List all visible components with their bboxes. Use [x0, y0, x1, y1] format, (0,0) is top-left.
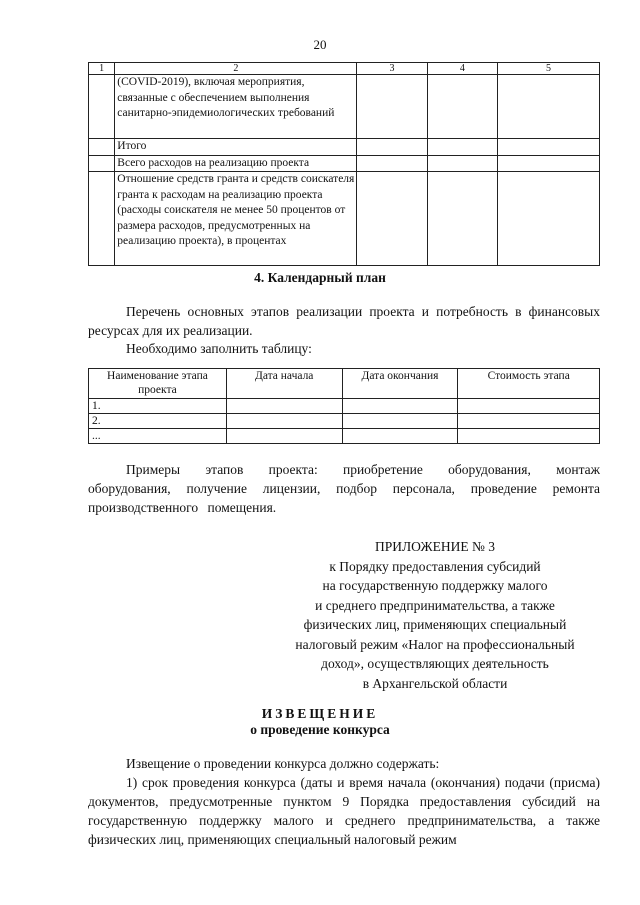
- empty-cell: [458, 399, 600, 414]
- empty-cell: [498, 155, 600, 172]
- row-text-cell: Всего расходов на реализацию проекта: [115, 155, 357, 172]
- empty-cell: [357, 75, 427, 139]
- appendix-line: доход», осуществляющих деятельность: [321, 656, 549, 671]
- table-row: [89, 139, 600, 156]
- empty-cell: [226, 414, 342, 429]
- empty-cell: [427, 155, 497, 172]
- notice-intro: Извещение о проведении конкурса должно содержать:: [126, 756, 440, 771]
- stage-cell: ...: [89, 429, 227, 444]
- notice-title: ИЗВЕЩЕНИЕ: [261, 706, 379, 721]
- column-header: Дата окончания: [342, 369, 458, 399]
- empty-cell: [458, 429, 600, 444]
- section-4-paragraph: Перечень основных этапов реализации проекта и потребность в финансовых ресурсах для их реализации.: [88, 304, 600, 338]
- table-row: [89, 399, 600, 414]
- empty-cell: [226, 429, 342, 444]
- empty-cell: [342, 429, 458, 444]
- empty-cell: [357, 155, 427, 172]
- row-text-cell: Отношение средств гранта и средств соискателя гранта к расходам на реализацию проекта (расходы соискателя не менее 50 процентов от размера расходов, предусмотренных на реализацию проекта), в процентах: [115, 172, 357, 266]
- table-header-row: [89, 63, 600, 75]
- row-text-cell: (COVID-2019), включая мероприятия, связанные с обеспечением выполнения санитарно-эпидемиологических требований: [115, 75, 357, 139]
- empty-cell: [498, 75, 600, 139]
- table-row: [89, 414, 600, 429]
- row-text-cell: Итого: [115, 139, 357, 156]
- budget-table: [88, 62, 600, 266]
- appendix-line: физических лиц, применяющих специальный: [303, 617, 567, 632]
- column-number: 1: [89, 63, 115, 75]
- empty-cell: [357, 139, 427, 156]
- table-row: [89, 172, 600, 266]
- row-number-cell: [89, 155, 115, 172]
- section-4-instruction: Необходимо заполнить таблицу:: [126, 341, 312, 356]
- appendix-line: и среднего предпринимательства, а также: [315, 597, 555, 613]
- appendix-line: налоговый режим «Налог на профессиональный: [295, 636, 575, 652]
- table-row: [89, 429, 600, 444]
- appendix-line: в Архангельской области: [362, 675, 508, 691]
- appendix-line: к Порядку предоставления субсидий: [329, 558, 541, 574]
- empty-cell: [342, 399, 458, 414]
- notice-subtitle: о проведение конкурса: [250, 722, 390, 737]
- appendix-line: на государственную поддержку малого: [322, 578, 548, 593]
- column-number: 5: [498, 63, 600, 75]
- section-4-title: 4. Календарный план: [254, 270, 386, 285]
- empty-cell: [427, 139, 497, 156]
- empty-cell: [427, 172, 497, 266]
- empty-cell: [357, 172, 427, 266]
- column-header: Наименование этапа проекта: [89, 369, 227, 399]
- empty-cell: [226, 399, 342, 414]
- section-4-examples: Примеры этапов проекта: приобретение оборудования, монтаж оборудования, получение лицензии, подбор персонала, проведение ремонта производственного помещения.: [88, 462, 600, 515]
- page-number: 20: [313, 37, 327, 52]
- appendix-title: ПРИЛОЖЕНИЕ № 3: [374, 539, 496, 554]
- stage-cell: 2.: [89, 414, 227, 429]
- column-number: 3: [357, 63, 427, 75]
- stage-cell: 1.: [89, 399, 227, 414]
- row-number-cell: [89, 75, 115, 139]
- column-header: Стоимость этапа: [458, 369, 600, 399]
- appendix-block: [265, 537, 605, 693]
- table-row: [89, 75, 600, 139]
- calendar-plan-table: [88, 368, 600, 444]
- column-header: Дата начала: [226, 369, 342, 399]
- row-number-cell: [89, 172, 115, 266]
- notice-item-1: 1) срок проведения конкурса (даты и время начала (окончания) подачи (присма) документов, предусмотренные пунктом 9 Порядка предоставления субсидий на государственную поддержку малого и среднего предпринимательства, а также физических лиц, применяющих специальный налоговый режим: [88, 775, 600, 847]
- empty-cell: [427, 75, 497, 139]
- empty-cell: [498, 172, 600, 266]
- empty-cell: [458, 414, 600, 429]
- table-header-row: [89, 369, 600, 399]
- table-row: [89, 155, 600, 172]
- empty-cell: [498, 139, 600, 156]
- row-number-cell: [89, 139, 115, 156]
- column-number: 2: [115, 63, 357, 75]
- empty-cell: [342, 414, 458, 429]
- column-number: 4: [427, 63, 497, 75]
